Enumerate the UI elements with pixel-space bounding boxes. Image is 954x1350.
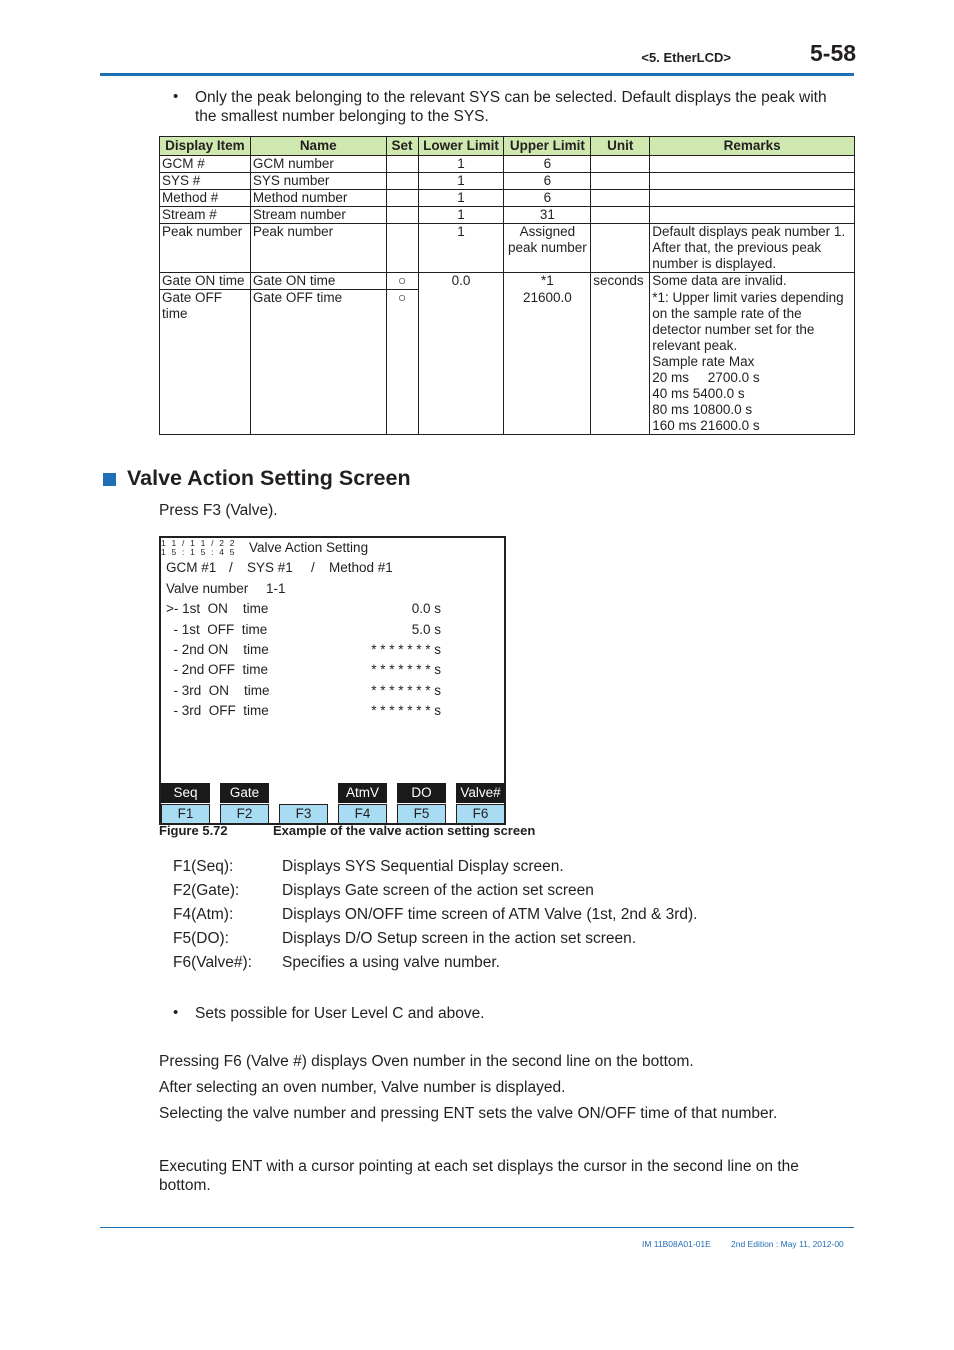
cell [591,156,650,173]
remark-line: 20 ms 2700.0 s [652,369,760,385]
remark-line: Sample rate Max [652,353,755,369]
cell [591,290,650,435]
bullet-icon: • [173,88,179,105]
cell [591,224,650,273]
cell: Gate ON time [250,273,386,290]
section-square-icon [103,473,116,486]
cell: Some data are invalid. [650,273,855,290]
cell: 6 [504,190,591,207]
desc-text: Displays D/O Setup screen in the action set screen. [282,930,637,947]
cell [418,290,504,435]
desc-text: Displays SYS Sequential Display screen. [282,858,564,875]
screen-gcm: GCM #1 [166,560,217,575]
col-header: Upper Limit [504,137,591,156]
softkey-seq[interactable]: Seq [161,783,210,803]
f4-button[interactable]: F4 [338,804,387,824]
softkey-atmv[interactable]: AtmV [338,783,387,803]
remark-line: relevant peak. [652,337,738,353]
desc-text: Displays Gate screen of the action set screen [282,882,594,899]
screen-title: Valve Action Setting [249,540,369,555]
cell: ○ [386,290,418,435]
remark-line: 80 ms 10800.0 s [652,401,753,417]
table-row [160,156,855,173]
desc-key: F4(Atm): [173,906,234,923]
table-row [160,173,855,190]
cell [650,224,855,273]
cell [591,207,650,224]
screen-row-value[interactable]: 0.0 s [411,601,441,616]
screen-row-label[interactable]: - 2nd ON time [166,642,269,657]
f6-button[interactable]: F6 [456,804,505,824]
cell [650,290,855,435]
cell: GCM number [250,156,386,173]
screen-row-label[interactable]: - 3rd ON time [166,683,270,698]
softkey-gate[interactable]: Gate [220,783,269,803]
desc-key: F1(Seq): [173,858,234,875]
col-header: Unit [591,137,650,156]
valve-number-value: 1-1 [266,581,286,596]
cell: Peak number [160,224,251,273]
col-header: Remarks [650,137,855,156]
f1-button[interactable]: F1 [161,804,210,824]
cell [650,190,855,207]
cell: Stream # [160,207,251,224]
paragraph: Selecting the valve number and pressing ENT sets the valve ON/OFF time of that number. [159,1105,778,1122]
cell [650,207,855,224]
doc-id: IM 11B08A01-01E [642,1239,711,1249]
col-header: Lower Limit [418,137,504,156]
cell: ○ [386,273,418,290]
softkey-do[interactable]: DO [397,783,446,803]
desc-key: F6(Valve#): [173,954,252,971]
lcd-screen [159,536,506,825]
remark-line: *1: Upper limit varies depending [652,289,844,305]
remark-line: Default displays peak number 1. [652,224,846,239]
note-bullet: Sets possible for User Level C and above. [195,1005,485,1022]
cell: 1 [418,224,504,273]
valve-number-label: Valve number [166,581,249,596]
cell [386,173,418,190]
cell: Gate ON time [160,273,251,290]
section-title: Valve Action Setting Screen [127,466,411,490]
instruction-text: Press F3 (Valve). [159,502,278,519]
col-header: Name [250,137,386,156]
remark-line: number is displayed. [652,256,777,271]
intro-bullet-line1: Only the peak belonging to the relevant SYS can be selected. Default displays the peak with [195,89,827,106]
cell [650,173,855,190]
desc-text: Specifies a using valve number. [282,954,500,971]
cell: Assigned peak number [504,224,591,273]
cell [591,173,650,190]
screen-time: 1 5 : 1 5 : 4 5 [161,547,237,557]
paragraph: After selecting an oven number, Valve number is displayed. [159,1079,566,1096]
header-rule [100,73,854,76]
cell: *1 [504,273,591,290]
screen-row-label[interactable]: >- 1st ON time [166,601,269,616]
edition: 2nd Edition : May 11, 2012-00 [731,1239,844,1249]
cell: 1 [418,190,504,207]
table-header-row [160,137,855,156]
f3-button[interactable]: F3 [279,804,328,824]
cell: 1 [418,173,504,190]
desc-key: F2(Gate): [173,882,240,899]
remark-line: After that, the previous peak [652,240,822,255]
paragraph: Executing ENT with a cursor pointing at each set displays the cursor in the second line on the bottom. [159,1158,799,1194]
spec-table [159,136,855,435]
screen-row-value[interactable]: * * * * * * * s [371,683,441,698]
screen-row-value[interactable]: * * * * * * * s [371,703,441,718]
desc-text: Displays ON/OFF time screen of ATM Valve (1st, 2nd & 3rd). [282,906,698,923]
slash: / [311,560,315,575]
cell [386,207,418,224]
screen-method: Method #1 [329,560,393,575]
cell [386,156,418,173]
bullet-icon: • [173,1004,179,1021]
cell: Stream number [250,207,386,224]
screen-row-label[interactable]: - 2nd OFF time [166,662,269,677]
table-row [160,290,855,435]
col-header: Display Item [160,137,251,156]
cell: seconds [591,273,650,290]
f5-button[interactable]: F5 [397,804,446,824]
cell [386,224,418,273]
cell: Gate OFF time [160,290,251,435]
cell: Method number [250,190,386,207]
cell: 0.0 [418,273,504,290]
screen-sys: SYS #1 [247,560,293,575]
intro-bullet-line2: the smallest number belonging to the SYS. [195,108,489,125]
cell [386,190,418,207]
col-header: Set [386,137,418,156]
cell: Method # [160,190,251,207]
remark-line: 160 ms 21600.0 s [652,417,760,433]
table-row [160,224,855,273]
softkey-valve[interactable]: Valve# [456,783,505,803]
page-number: 5-58 [810,40,857,66]
paragraph: Pressing F6 (Valve #) displays Oven number in the second line on the bottom. [159,1053,694,1070]
remark-line: detector number set for the [652,321,815,337]
cell: SYS number [250,173,386,190]
f2-button[interactable]: F2 [220,804,269,824]
figure-caption: Example of the valve action setting screen [273,823,536,838]
table-row [160,207,855,224]
screen-row-value[interactable]: * * * * * * * s [371,642,441,657]
cell: 21600.0 [504,290,591,435]
screen-row-label[interactable]: - 3rd OFF time [166,703,269,718]
cell: 6 [504,173,591,190]
chapter-label: <5. EtherLCD> [641,50,731,65]
figure-number: Figure 5.72 [159,823,228,838]
cell [650,156,855,173]
desc-key: F5(DO): [173,930,229,947]
slash: / [229,560,233,575]
screen-date: 1 1 / 1 1 / 2 2 [161,538,237,548]
cell: Gate OFF time [250,290,386,435]
cell [591,190,650,207]
remark-line: 40 ms 5400.0 s [652,385,745,401]
cell: GCM # [160,156,251,173]
screen-row-label[interactable]: - 1st OFF time [166,622,268,637]
cell: Peak number [250,224,386,273]
screen-row-value[interactable]: * * * * * * * s [371,662,441,677]
remark-line: on the sample rate of the [652,305,802,321]
cell: 31 [504,207,591,224]
cell: 1 [418,156,504,173]
cell: 1 [418,207,504,224]
screen-row-value[interactable]: 5.0 s [411,622,441,637]
table-row [160,273,855,290]
table-row [160,190,855,207]
cell: SYS # [160,173,251,190]
cell: 6 [504,156,591,173]
footer-rule [100,1227,854,1228]
